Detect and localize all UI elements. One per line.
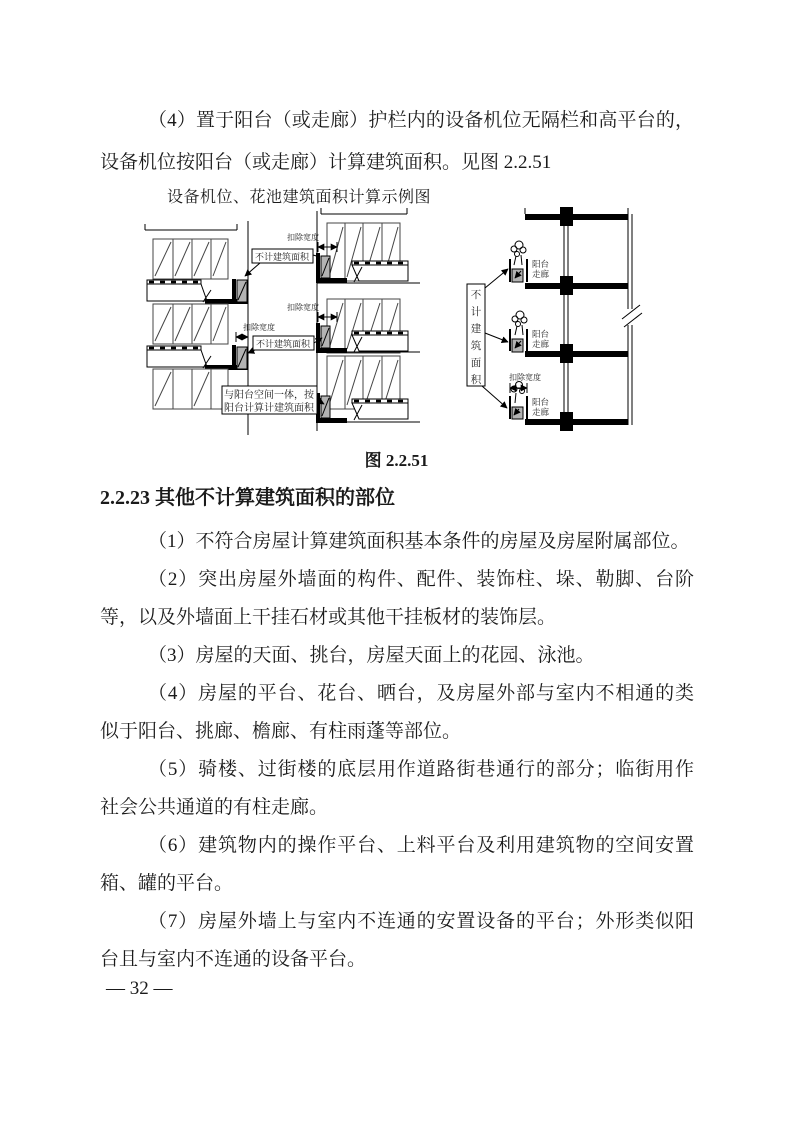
column xyxy=(560,344,573,363)
right-building-section xyxy=(467,207,642,431)
column xyxy=(560,207,573,226)
text-line: 箱、罐的平台。 xyxy=(100,873,234,894)
railing-bar xyxy=(232,345,236,370)
balcony-parapet xyxy=(352,335,408,351)
planter xyxy=(510,382,527,420)
page-number: — 32 — xyxy=(106,978,173,999)
balcony-parapet xyxy=(352,403,408,419)
label-balcony: 阳台 xyxy=(532,259,550,269)
text-line: 似于阳台、挑廊、檐廊、有柱雨蓬等部位。 xyxy=(100,721,462,742)
label-deduct-width: 扣除宽度 xyxy=(243,323,275,332)
flowers-icon xyxy=(512,311,527,335)
window-wall xyxy=(153,304,228,344)
text-line: （2）突出房屋外墙面的构件、配件、装饰柱、垛、勒脚、台阶 xyxy=(148,569,694,590)
label-no-area-vertical-char: 积 xyxy=(470,375,482,386)
text-line: 设备机位按阳台（或走廊）计算建筑面积。见图 2.2.51 xyxy=(100,152,552,173)
label-deduct-width: 扣除宽度 xyxy=(509,373,541,382)
label-deduct-width: 扣除宽度 xyxy=(287,233,319,242)
balcony-parapet xyxy=(352,265,408,281)
balcony-parapet xyxy=(147,284,207,301)
planter xyxy=(510,311,527,352)
column xyxy=(560,276,573,295)
label-no-area-vertical-char: 不 xyxy=(470,290,482,301)
text-line: 等，以及外墙面上干挂石材或其他干挂板材的装饰层。 xyxy=(100,607,557,628)
label-no-area-vertical-char: 建 xyxy=(470,324,482,335)
window-wall xyxy=(153,369,228,409)
text-line: （7）房屋外墙上与室内不连通的安置设备的平台；外形类似阳 xyxy=(148,911,694,932)
text-line: （4）置于阳台（或走廊）护栏内的设备机位无隔栏和高平台的， xyxy=(148,110,694,131)
figure-title: 设备机位、花池建筑面积计算示例图 xyxy=(167,189,432,206)
floor-slab xyxy=(525,419,628,425)
text-line: （4）房屋的平台、花台、晒台，及房屋外部与室内不相通的类 xyxy=(148,683,694,704)
wall-bar xyxy=(316,323,320,349)
label-no-area-vertical-char: 计 xyxy=(470,307,482,318)
label-integrated-note: 阳台计算计建筑面积 xyxy=(224,403,314,414)
label-no-area: 不计建筑面积 xyxy=(254,252,310,262)
text-line: 社会公共通道的有柱走廊。 xyxy=(100,797,329,818)
text-line: （1）不符合房屋计算建筑面积基本条件的房屋及房屋附属部位。 xyxy=(148,531,690,552)
label-balcony: 阳台 xyxy=(532,397,550,407)
label-no-area: 不计建筑面积 xyxy=(255,339,311,349)
column xyxy=(560,412,573,431)
label-corridor: 走廊 xyxy=(532,269,550,279)
label-deduct-width: 扣除宽度 xyxy=(287,303,319,312)
flowers-icon xyxy=(511,241,526,265)
floor-slab xyxy=(525,214,628,220)
intro-paragraph xyxy=(100,100,694,184)
text-line: （5）骑楼、过街楼的底层用作道路街巷通行的部分；临街用作 xyxy=(148,759,694,780)
figure-caption: 图 2.2.51 xyxy=(364,451,429,470)
label-no-area-vertical-char: 面 xyxy=(470,358,482,369)
text-line: （6）建筑物内的操作平台、上料平台及利用建筑物的空间安置 xyxy=(148,835,694,856)
label-no-area-vertical-char: 筑 xyxy=(470,341,482,352)
figure-diagram xyxy=(135,203,667,449)
flowers-icon xyxy=(511,382,525,404)
floor-slab xyxy=(525,283,628,289)
floor-slab xyxy=(316,278,347,283)
label-balcony: 阳台 xyxy=(532,329,550,339)
floor-slab xyxy=(525,351,628,357)
middle-building-section xyxy=(316,208,420,431)
label-corridor: 走廊 xyxy=(532,339,550,349)
balcony-parapet xyxy=(147,350,207,367)
planter xyxy=(510,241,527,282)
text-line: 台且与室内不连通的设备平台。 xyxy=(100,949,367,970)
railing-bar xyxy=(232,279,236,304)
section-heading: 2.2.23 其他不计算建筑面积的部位 xyxy=(100,487,395,509)
label-corridor: 走廊 xyxy=(532,407,550,417)
label-integrated-note: 与阳台空间一体，按 xyxy=(224,390,314,401)
section-body xyxy=(100,523,694,979)
text-line: （3）房屋的天面、挑台，房屋天面上的花园、泳池。 xyxy=(148,645,595,666)
window-wall xyxy=(153,239,228,279)
